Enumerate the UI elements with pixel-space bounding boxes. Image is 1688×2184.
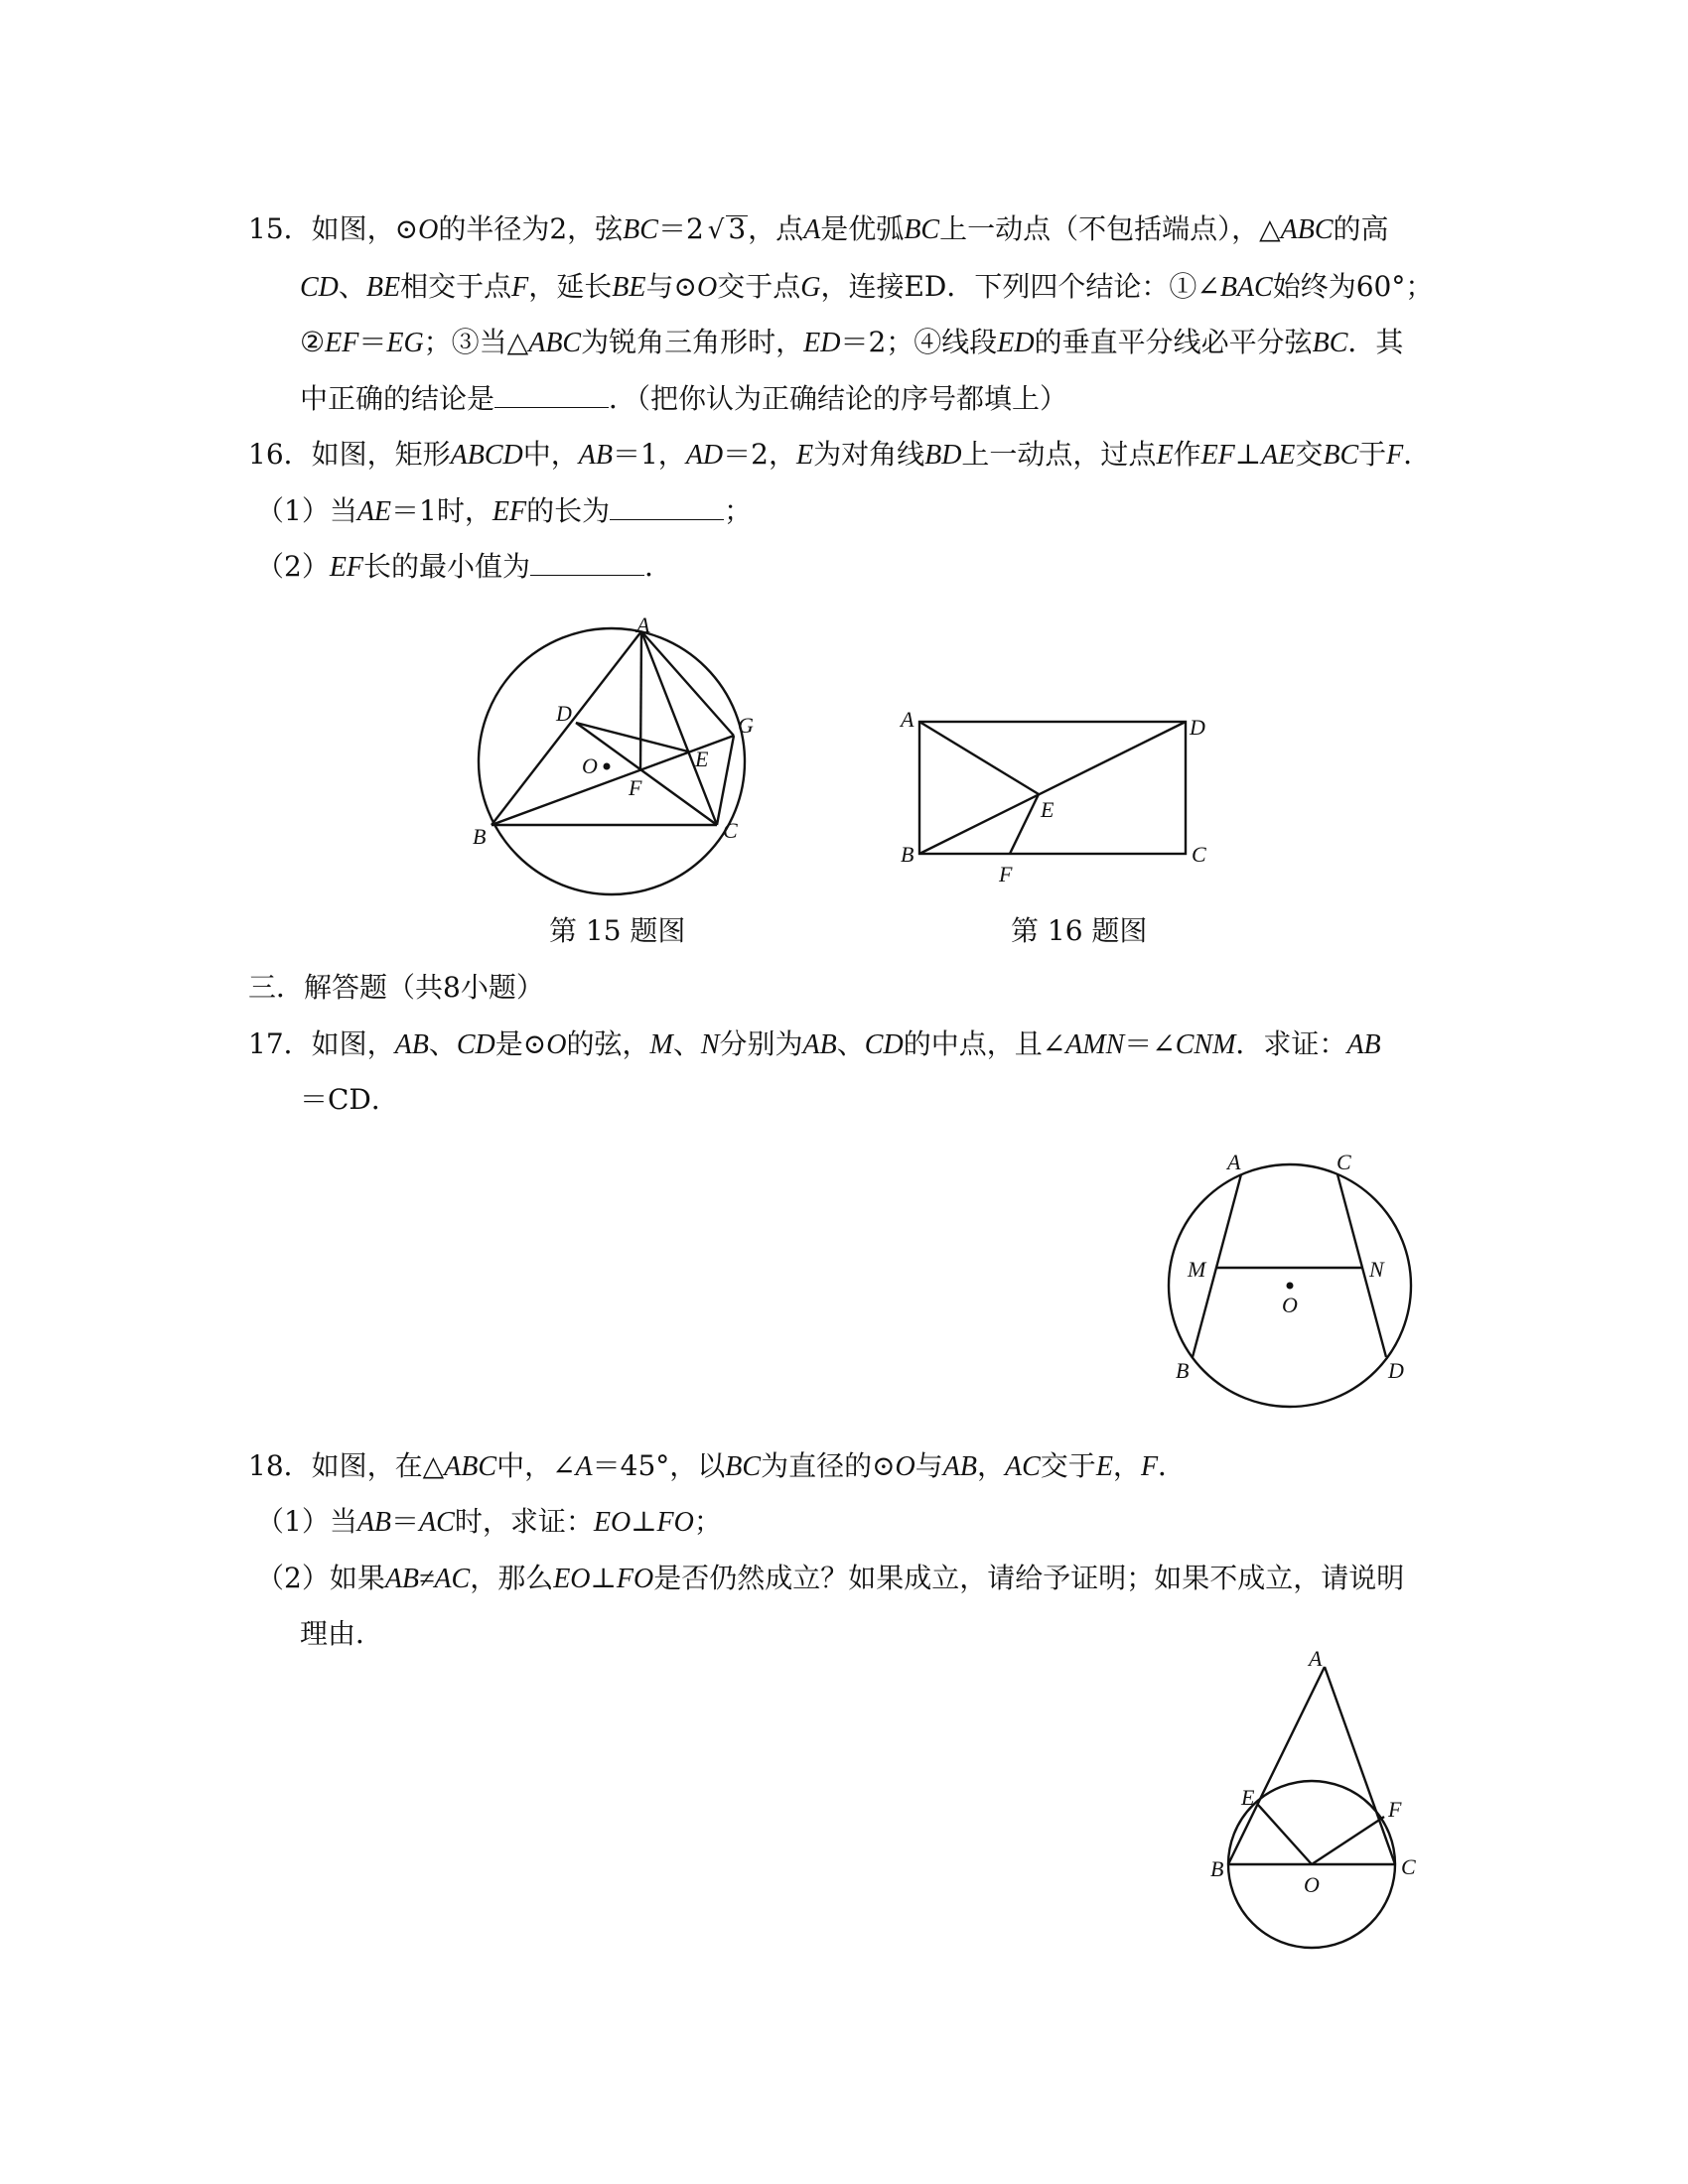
fig15-label-e: E: [695, 747, 709, 771]
fig17-label-d: D: [1388, 1358, 1404, 1383]
fig16-caption: 第 16 题图: [1011, 914, 1148, 947]
fig15-label-f: F: [629, 775, 642, 800]
fig15-label-c: C: [723, 818, 738, 843]
fig17-label-n: N: [1369, 1257, 1384, 1282]
fig15-label-o: O: [582, 753, 598, 778]
fig16-label-c: C: [1192, 842, 1206, 867]
fig17-label-c: C: [1336, 1150, 1351, 1174]
q16-part-1: （1）当AE＝1时，EF的长为 ；: [256, 494, 753, 527]
fig18-label-c: C: [1401, 1854, 1416, 1879]
fig18-segment-eo: [1258, 1805, 1312, 1864]
fig18-segment-ac: [1325, 1667, 1395, 1864]
section-3-heading: 三．解答题（共8小题）: [248, 971, 544, 1004]
fig15-label-b: B: [473, 824, 487, 849]
q18-part-2: （2）如果AB≠AC，那么EO⊥FO是否仍然成立？如果成立，请给予证明；如果不成立，请说明: [256, 1562, 1405, 1594]
fig18-label-o: O: [1304, 1872, 1320, 1897]
fig18-label-f: F: [1388, 1797, 1402, 1822]
q16-part-2: （2）EF长的最小值为 ．: [256, 550, 673, 583]
sqrt-sign: √: [707, 215, 725, 245]
q15-line-3: ②EF＝EG；③当△ABC为锐角三角形时，ED＝2；④线段ED的垂直平分线必平分弦BC．其: [300, 326, 1404, 358]
fig18-label-a: A: [1309, 1646, 1323, 1671]
fig18-label-e: E: [1241, 1785, 1255, 1810]
q16-line-1: 16．如图，矩形ABCD中，AB＝1，AD＝2，E为对角线BD上一动点，过点E作EF⊥AE交BC于F．: [248, 438, 1432, 471]
q15-line-4: 中正确的结论是 ．（把你认为正确结论的序号都填上）: [300, 382, 1068, 415]
fig16-label-e: E: [1041, 797, 1055, 822]
q17-line-2: ＝CD．: [300, 1083, 399, 1116]
q15-line-1: 15．如图，⊙O的半径为2，弦BC＝2 √ 3，点A是优弧BC上一动点（不包括端点），△ABC的高: [248, 212, 1389, 245]
fig15-caption: 第 15 题图: [549, 914, 686, 947]
fig17-label-a: A: [1227, 1150, 1241, 1174]
q18-part-1: （1）当AB＝AC时，求证：EO⊥FO；: [256, 1505, 722, 1538]
q17-line-1: 17．如图，AB、CD是⊙O的弦，M、N分别为AB、CD的中点，且∠AMN＝∠CNM．求证：AB: [248, 1027, 1381, 1060]
fig18-label-b: B: [1210, 1856, 1224, 1881]
fig17-label-o: O: [1282, 1293, 1298, 1317]
fig18-segment-fo: [1312, 1817, 1384, 1864]
q18-line-1: 18．如图，在△ABC中，∠A＝45°，以BC为直径的⊙O与AB，AC交于E，F．: [248, 1449, 1187, 1482]
fig16-label-b: B: [901, 842, 914, 867]
fig16-label-d: D: [1190, 715, 1205, 740]
fig15-label-d: D: [556, 701, 572, 726]
fig16-label-f: F: [999, 862, 1013, 887]
q18-part-2-cont: 理由．: [300, 1617, 384, 1650]
fig17-label-b: B: [1176, 1358, 1190, 1383]
fig17-label-m: M: [1188, 1257, 1206, 1282]
fig18-segment-ab: [1228, 1667, 1325, 1864]
sqrt-argument: 3: [728, 212, 747, 245]
q15-line-2: CD、BE相交于点F，延长BE与⊙O交于点G，连接ED．下列四个结论：①∠BAC始终为60°；: [300, 270, 1434, 303]
fig16-label-a: A: [901, 707, 914, 732]
fig15-label-a: A: [636, 613, 650, 637]
fig15-label-g: G: [738, 713, 754, 738]
